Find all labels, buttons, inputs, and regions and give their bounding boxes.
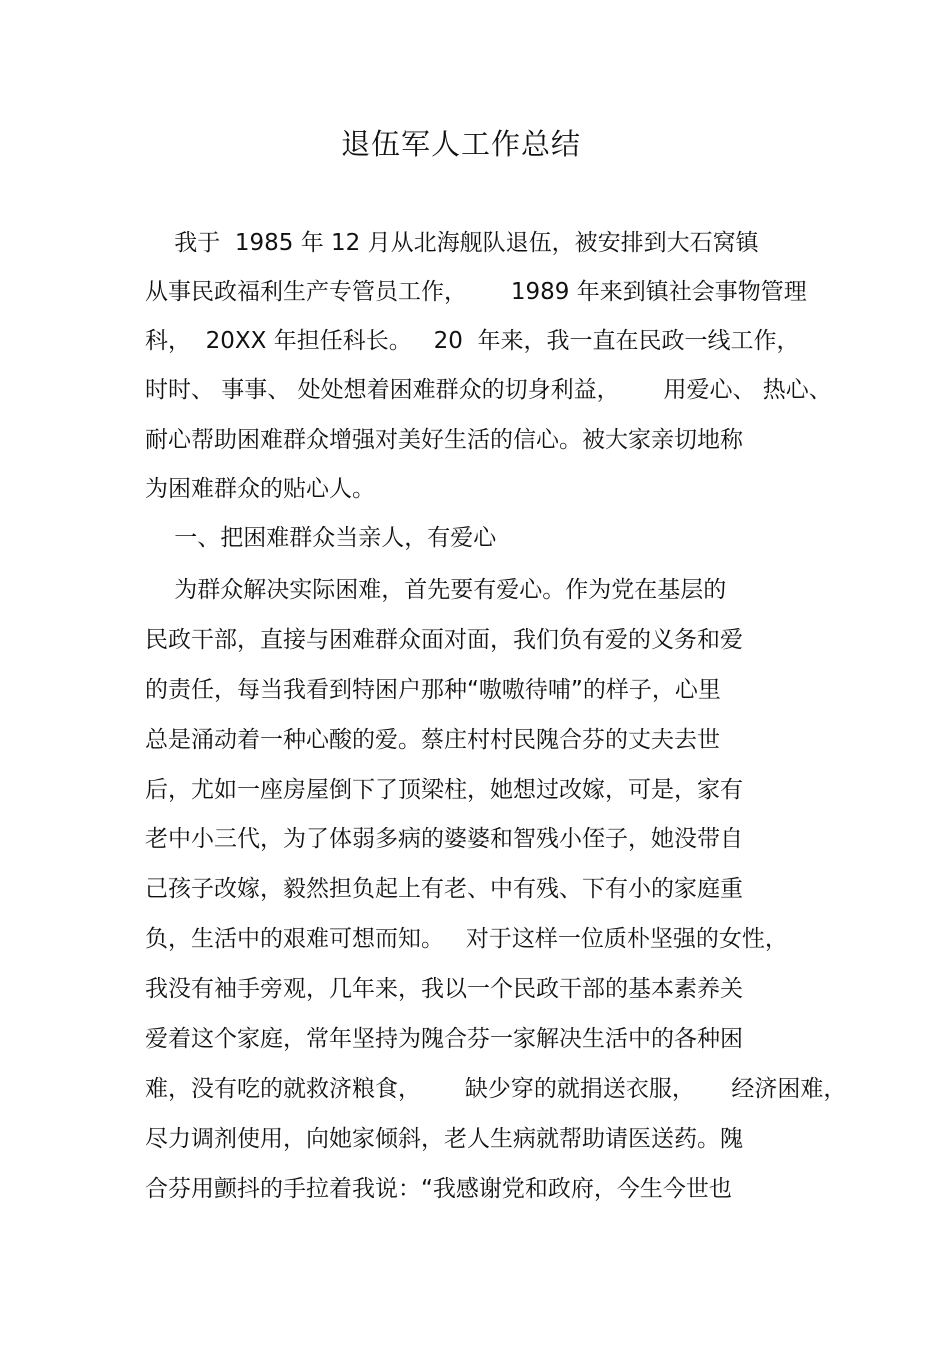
body-line: 为困难群众的贴心人。 bbox=[145, 476, 375, 502]
body-line: 时时、 事事、 处处想着困难群众的切身利益， 用爱心、 热心、 bbox=[145, 377, 832, 403]
body-line: 后，尤如一座房屋倒下了顶梁柱，她想过改嫁，可是，家有 bbox=[145, 777, 743, 803]
body-line: 民政干部，直接与困难群众面对面，我们负有爱的义务和爱 bbox=[145, 627, 743, 653]
section-heading: 一、把困难群众当亲人，有爱心 bbox=[145, 525, 497, 551]
body-line: 我没有袖手旁观，几年来，我以一个民政干部的基本素养关 bbox=[145, 976, 743, 1002]
body-line: 爱着这个家庭，常年坚持为隗合芬一家解决生活中的各种困 bbox=[145, 1026, 743, 1052]
body-line: 负，生活中的艰难可想而知。 对于这样一位质朴坚强的女性， bbox=[145, 926, 788, 952]
body-line: 为群众解决实际困难，首先要有爱心。作为党在基层的 bbox=[145, 577, 727, 603]
body-line: 从事民政福利生产专管员工作， 1989 年来到镇社会事物管理 bbox=[145, 279, 807, 305]
body-line: 老中小三代，为了体弱多病的婆婆和智残小侄子，她没带自 bbox=[145, 826, 743, 852]
body-line: 难，没有吃的就救济粮食， 缺少穿的就捐送衣服， 经济困难， bbox=[145, 1076, 847, 1102]
body-line: 己孩子改嫁，毅然担负起上有老、中有残、下有小的家庭重 bbox=[145, 876, 743, 902]
document-title: 退伍军人工作总结 bbox=[340, 127, 581, 161]
body-line: 科， 20XX 年担任科长。 20 年来，我一直在民政一线工作， bbox=[145, 328, 800, 354]
body-line: 总是涌动着一种心酸的爱。蔡庄村村民隗合芬的丈夫去世 bbox=[145, 727, 720, 753]
body-line: 的责任，每当我看到特困户那种“嗷嗷待哺”的样子，心里 bbox=[145, 677, 721, 703]
body-line: 我于 1985 年 12 月从北海舰队退伍，被安排到大石窝镇 bbox=[145, 230, 759, 256]
body-line: 合芬用颤抖的手拉着我说：“我感谢党和政府，今生今世也 bbox=[145, 1176, 732, 1202]
body-line: 尽力调剂使用，向她家倾斜，老人生病就帮助请医送药。隗 bbox=[145, 1126, 743, 1152]
body-line: 耐心帮助困难群众增强对美好生活的信心。被大家亲切地称 bbox=[145, 427, 743, 453]
